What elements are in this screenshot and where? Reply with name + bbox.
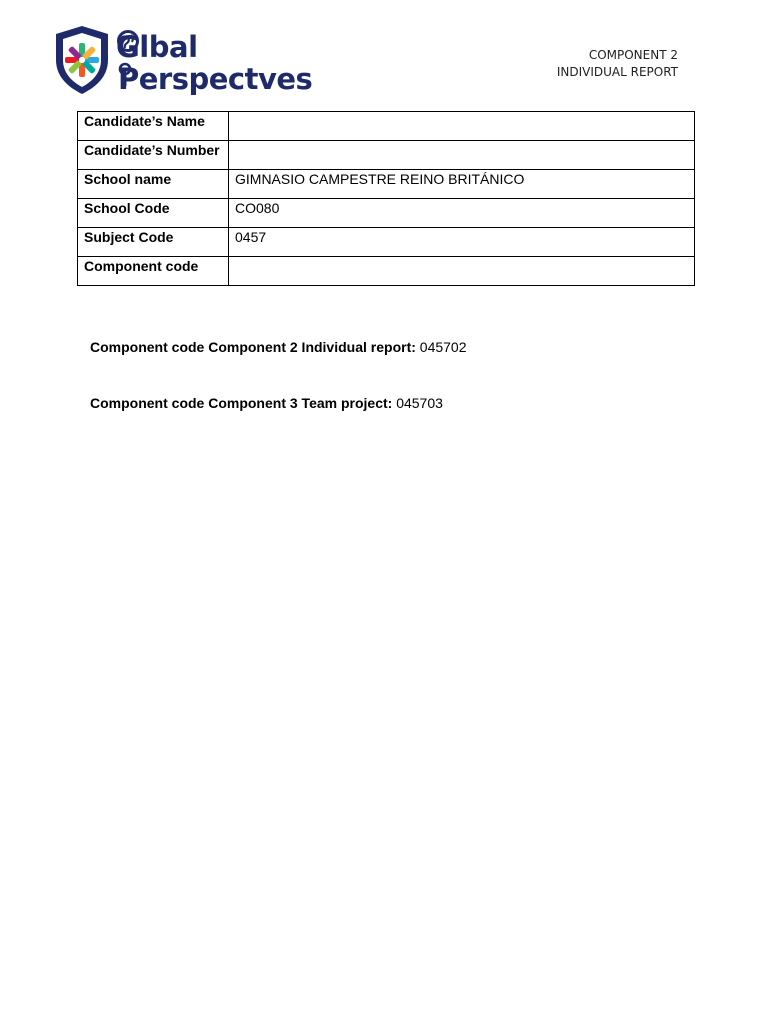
row-label: Candidate’s Name [78,112,229,141]
header-line-report: INDIVIDUAL REPORT [556,65,678,79]
table-row [78,141,695,170]
component-3-code-line [90,395,443,411]
table-row [78,199,695,228]
row-label: School name [78,170,229,199]
row-value-candidate-number[interactable] [229,141,695,170]
row-label: Subject Code [78,228,229,257]
component-2-code-line [90,339,467,355]
row-value-school-name[interactable]: GIMNASIO CAMPESTRE REINO BRITÁNICO [229,170,695,199]
global-perspectives-logo [50,22,313,102]
component-3-code-label: Component code Component 3 Team project: [90,395,393,411]
header-line-component: COMPONENT 2 [588,48,678,62]
table-row [78,257,695,286]
row-label: School Code [78,199,229,228]
component-2-code-label: Component code Component 2 Individual report: [90,339,416,355]
globe-icon [116,30,140,52]
component-3-code-value: 045703 [396,395,443,411]
table-row [78,228,695,257]
table-row [78,170,695,199]
shield-icon [50,22,114,96]
row-value-candidate-name[interactable] [229,112,695,141]
table-row [78,112,695,141]
logo-word-global: Gl bal [116,30,198,64]
row-value-component-code[interactable] [229,257,695,286]
row-label: Candidate’s Number [78,141,229,170]
report-header [557,47,678,81]
row-value-subject-code[interactable]: 0457 [229,228,695,257]
row-label: Component code [78,257,229,286]
component-2-code-value: 045702 [419,339,467,355]
row-value-school-code[interactable]: CO080 [229,199,695,228]
magnifier-icon [118,62,132,88]
logo-word-perspectives: Perspect ves [118,62,313,96]
candidate-info-table [77,111,695,286]
